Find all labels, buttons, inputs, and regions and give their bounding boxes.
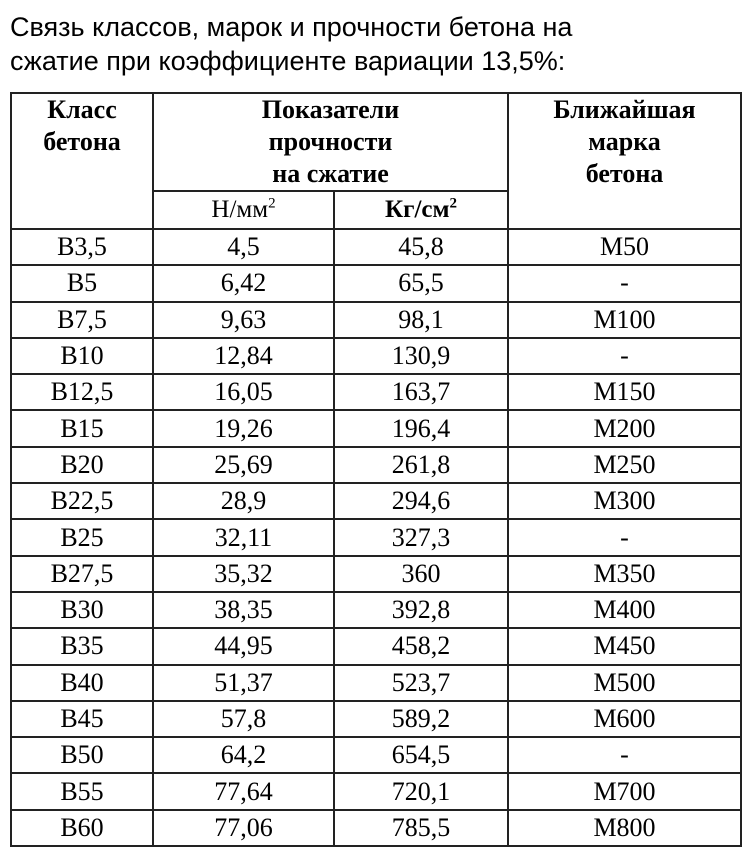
cell-mark: - (508, 737, 741, 773)
table-row (11, 556, 741, 592)
cell-class: В15 (11, 410, 153, 446)
cell-mark: М50 (508, 229, 741, 265)
title-line-2: сжатие при коэффициенте вариации 13,5%: (10, 46, 566, 76)
title-line-1: Связь классов, марок и прочности бетона на (10, 12, 573, 42)
header-mark-line3: бетона (585, 159, 664, 188)
header-strength-line1: Показатели (261, 95, 400, 124)
table-row (11, 265, 741, 301)
table-row (11, 374, 741, 410)
cell-strength-kg-cm2: 523,7 (334, 665, 508, 701)
table-row (11, 665, 741, 701)
table-row (11, 773, 741, 809)
table-row (11, 737, 741, 773)
table-body (11, 229, 741, 846)
cell-class: В40 (11, 665, 153, 701)
header-unit-n-mm2 (153, 191, 334, 229)
table-header (11, 93, 741, 229)
cell-mark: М800 (508, 810, 741, 846)
cell-strength-kg-cm2: 327,3 (334, 519, 508, 555)
cell-strength-n-mm2: 19,26 (153, 410, 334, 446)
cell-strength-kg-cm2: 654,5 (334, 737, 508, 773)
header-strength-line2: прочности (268, 127, 393, 156)
cell-mark: М300 (508, 483, 741, 519)
cell-strength-kg-cm2: 785,5 (334, 810, 508, 846)
cell-strength-n-mm2: 25,69 (153, 447, 334, 483)
table-row (11, 410, 741, 446)
cell-strength-kg-cm2: 98,1 (334, 302, 508, 338)
cell-strength-n-mm2: 28,9 (153, 483, 334, 519)
cell-strength-n-mm2: 38,35 (153, 592, 334, 628)
cell-strength-kg-cm2: 130,9 (334, 338, 508, 374)
cell-strength-n-mm2: 35,32 (153, 556, 334, 592)
document-title (10, 10, 740, 78)
cell-mark: - (508, 519, 741, 555)
header-unit-kg-cm2 (334, 191, 508, 229)
cell-mark: М450 (508, 628, 741, 664)
table-row (11, 701, 741, 737)
concrete-strength-table (10, 92, 742, 847)
unit-kg-sup: 2 (449, 195, 458, 212)
unit-n-sup: 2 (268, 195, 276, 212)
cell-strength-kg-cm2: 65,5 (334, 265, 508, 301)
table-row (11, 483, 741, 519)
cell-mark: М500 (508, 665, 741, 701)
table-row (11, 628, 741, 664)
cell-mark: - (508, 338, 741, 374)
cell-strength-n-mm2: 77,64 (153, 773, 334, 809)
cell-strength-n-mm2: 16,05 (153, 374, 334, 410)
cell-class: В7,5 (11, 302, 153, 338)
cell-class: В12,5 (11, 374, 153, 410)
cell-class: В22,5 (11, 483, 153, 519)
cell-class: В50 (11, 737, 153, 773)
header-class-line2: бетона (43, 127, 121, 156)
cell-strength-n-mm2: 32,11 (153, 519, 334, 555)
header-class-line1: Класс (47, 95, 117, 124)
cell-mark: - (508, 265, 741, 301)
cell-strength-kg-cm2: 45,8 (334, 229, 508, 265)
cell-mark: М150 (508, 374, 741, 410)
table-row (11, 302, 741, 338)
cell-strength-kg-cm2: 261,8 (334, 447, 508, 483)
cell-class: В60 (11, 810, 153, 846)
cell-strength-kg-cm2: 360 (334, 556, 508, 592)
header-strength-group (153, 93, 508, 191)
table-row (11, 810, 741, 846)
cell-class: В10 (11, 338, 153, 374)
cell-strength-n-mm2: 4,5 (153, 229, 334, 265)
cell-strength-n-mm2: 44,95 (153, 628, 334, 664)
cell-strength-kg-cm2: 163,7 (334, 374, 508, 410)
cell-strength-n-mm2: 9,63 (153, 302, 334, 338)
header-strength-line3: на сжатие (272, 159, 389, 188)
cell-class: В5 (11, 265, 153, 301)
cell-mark: М400 (508, 592, 741, 628)
header-mark-line1: Ближайшая (553, 95, 696, 124)
cell-class: В35 (11, 628, 153, 664)
cell-class: В27,5 (11, 556, 153, 592)
cell-strength-kg-cm2: 196,4 (334, 410, 508, 446)
cell-mark: М200 (508, 410, 741, 446)
cell-mark: М350 (508, 556, 741, 592)
table-row (11, 592, 741, 628)
cell-class: В30 (11, 592, 153, 628)
table-row (11, 519, 741, 555)
cell-mark: М250 (508, 447, 741, 483)
cell-strength-kg-cm2: 294,6 (334, 483, 508, 519)
cell-mark: М100 (508, 302, 741, 338)
cell-mark: М700 (508, 773, 741, 809)
cell-class: В3,5 (11, 229, 153, 265)
table-row (11, 229, 741, 265)
cell-strength-n-mm2: 6,42 (153, 265, 334, 301)
table-row (11, 338, 741, 374)
unit-kg-base: Кг/см (384, 196, 450, 223)
cell-strength-n-mm2: 64,2 (153, 737, 334, 773)
cell-class: В45 (11, 701, 153, 737)
cell-strength-n-mm2: 51,37 (153, 665, 334, 701)
header-mark (508, 93, 741, 229)
cell-strength-kg-cm2: 720,1 (334, 773, 508, 809)
header-class (11, 93, 153, 229)
cell-class: В55 (11, 773, 153, 809)
unit-n-base: Н/мм (211, 196, 269, 223)
cell-strength-kg-cm2: 589,2 (334, 701, 508, 737)
header-mark-line2: марка (588, 127, 661, 156)
cell-strength-n-mm2: 77,06 (153, 810, 334, 846)
cell-mark: М600 (508, 701, 741, 737)
cell-strength-kg-cm2: 392,8 (334, 592, 508, 628)
cell-strength-n-mm2: 12,84 (153, 338, 334, 374)
table-row (11, 447, 741, 483)
cell-strength-kg-cm2: 458,2 (334, 628, 508, 664)
cell-class: В20 (11, 447, 153, 483)
cell-class: В25 (11, 519, 153, 555)
cell-strength-n-mm2: 57,8 (153, 701, 334, 737)
